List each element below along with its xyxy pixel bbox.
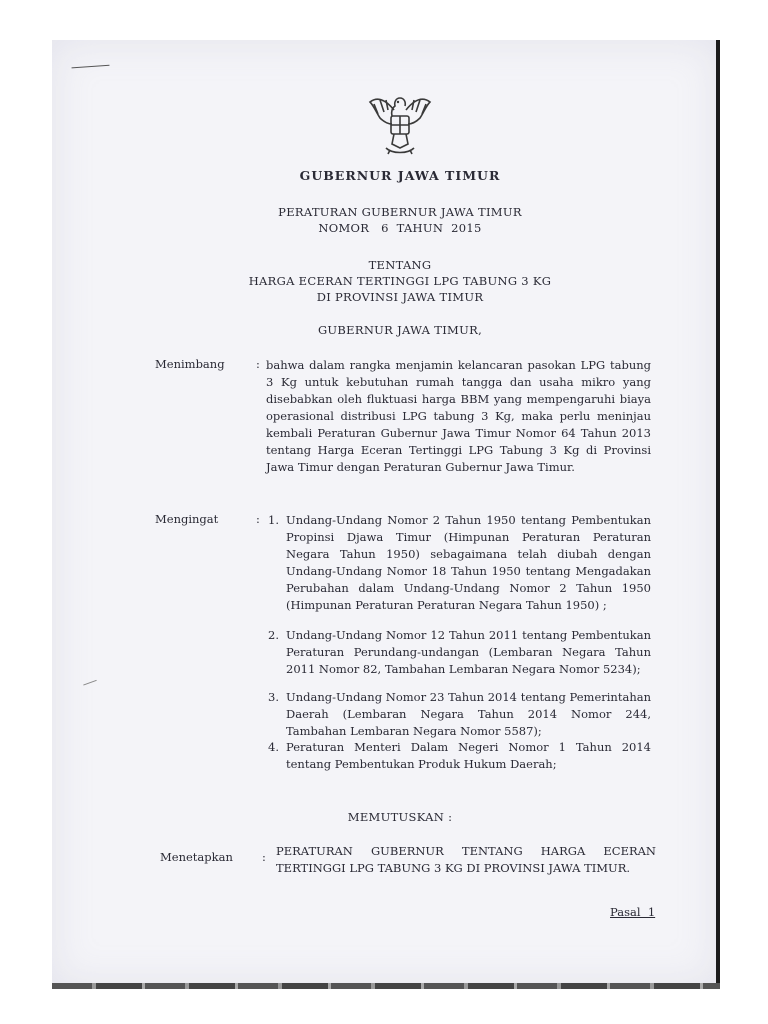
menetapkan-label: Menetapkan <box>160 850 233 864</box>
scan-edge-right <box>716 40 720 986</box>
item-number: 3. <box>268 690 279 704</box>
item-text: Undang-Undang Nomor 12 Tahun 2011 tentang Pembentukan Peraturan Perundang-undangan (Lembaran Negara Tahun 2011 Nomor 82, Tambahan Lembaran Negara Nomor 5234); <box>286 628 651 676</box>
item-number: 1. <box>268 513 279 527</box>
governor-title: GUBERNUR JAWA TIMUR <box>299 168 501 183</box>
item-text: Peraturan Menteri Dalam Negeri Nomor 1 Tahun 2014 tentang Pembentukan Produk Hukum Daerah; <box>286 740 651 771</box>
item-text: Undang-Undang Nomor 23 Tahun 2014 tentang Pemerintahan Daerah (Lembaran Negara Tahun 2014 Nomor 244, Tambahan Lembaran Negara Nomor 5587); <box>286 690 651 738</box>
menimbang-text: bahwa dalam rangka menjamin kelancaran pasokan LPG tabung 3 Kg untuk kebutuhan rumah tangga dan usaha mikro yang disebabkan oleh fluktuasi harga BBM yang mempengaruhi biaya operasional distribusi LPG tabung 3 Kg, maka perlu meninjau kembali Peraturan Gubernur Jawa Timur Nomor 64 Tahun 2013 tentang Harga Eceran Tertinggi LPG Tabung 3 Kg di Provinsi Jawa Timur dengan Peraturan Gubernur Jawa Timur. <box>266 358 651 474</box>
pasal-heading: Pasal 1 <box>610 905 656 919</box>
item-number: 2. <box>268 628 279 642</box>
scan-edge-bottom <box>52 983 720 989</box>
mengingat-colon: : <box>256 512 260 526</box>
menimbang-colon: : <box>256 357 260 371</box>
garuda-emblem-icon <box>364 88 436 160</box>
regulation-title: PERATURAN GUBERNUR JAWA TIMUR <box>278 205 522 219</box>
menimbang-label: Menimbang <box>155 357 225 371</box>
menetapkan-colon: : <box>262 850 266 864</box>
item-number: 4. <box>268 740 279 754</box>
regulation-number: NOMOR 6 TAHUN 2015 <box>318 221 482 235</box>
pencil-mark <box>72 65 111 83</box>
item-text: Undang-Undang Nomor 2 Tahun 1950 tentang Pembentukan Propinsi Djawa Timur (Himpunan Peraturan Peraturan Negara Tahun 1950) sebagaimana telah diubah dengan Undang-Undang Nomor 18 Tahun 1950 tentang Mengadakan Perubahan dalam Undang-Undang Nomor 2 Tahun 1950 (Himpunan Peraturan Peraturan Negara Tahun 1950) ; <box>286 513 651 612</box>
subject-line-2: DI PROVINSI JAWA TIMUR <box>316 290 484 304</box>
mengingat-label: Mengingat <box>155 512 219 526</box>
memutuskan-heading: MEMUTUSKAN : <box>347 810 453 824</box>
menetapkan-text: PERATURAN GUBERNUR TENTANG HARGA ECERAN TERTINGGI LPG TABUNG 3 KG DI PROVINSI JAWA TIMUR. <box>276 844 656 875</box>
subject-line-1: HARGA ECERAN TERTINGGI LPG TABUNG 3 KG <box>248 274 552 288</box>
enacting-authority: GUBERNUR JAWA TIMUR, <box>317 323 483 337</box>
tentang-heading: TENTANG <box>368 258 432 272</box>
